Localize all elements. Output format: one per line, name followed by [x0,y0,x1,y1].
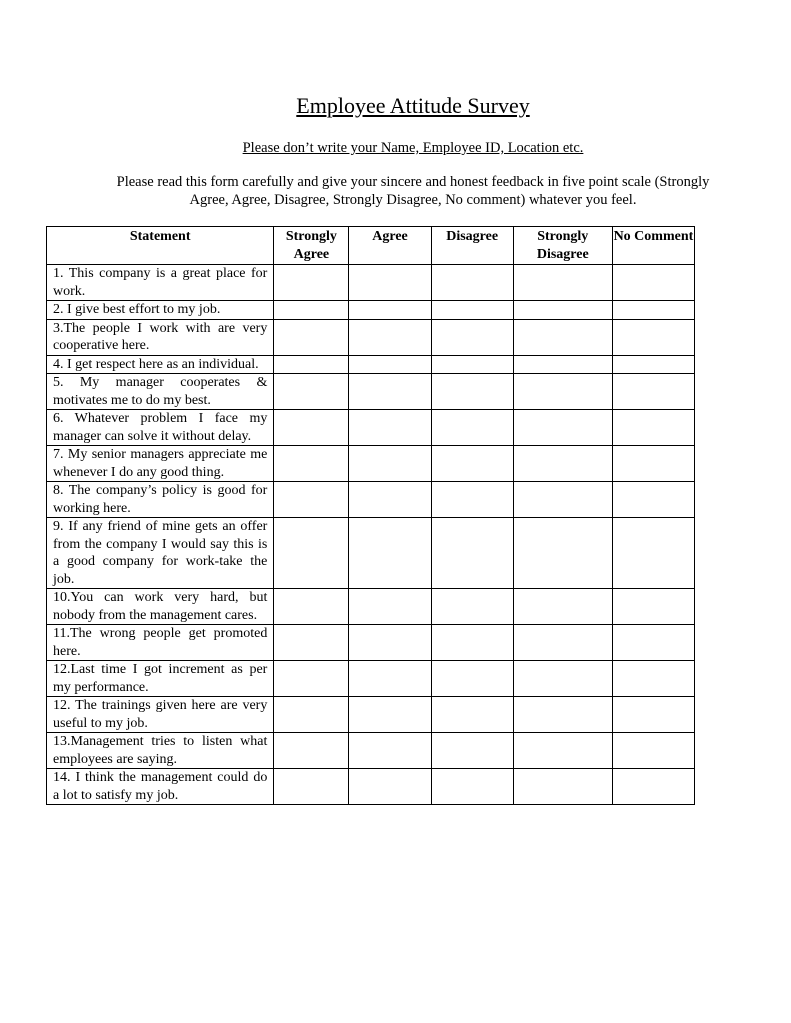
column-header-statement: Statement [47,227,274,265]
answer-cell-disagree[interactable] [431,697,513,733]
answer-cell-disagree[interactable] [431,410,513,446]
answer-cell-disagree[interactable] [431,733,513,769]
column-header-strongly-agree: Strongly Agree [274,227,349,265]
answer-cell-disagree[interactable] [431,446,513,482]
answer-cell-strongly-agree[interactable] [274,589,349,625]
answer-cell-agree[interactable] [349,446,431,482]
answer-cell-strongly-agree[interactable] [274,661,349,697]
answer-cell-strongly-disagree[interactable] [513,661,612,697]
statement-cell: 12.Last time I got increment as per my performance. [47,661,274,697]
column-header-strongly-disagree: Strongly Disagree [513,227,612,265]
answer-cell-agree[interactable] [349,319,431,355]
answer-cell-no-comment[interactable] [612,769,694,805]
table-row [47,319,695,355]
statement-cell: 7. My senior managers appreciate me whenever I do any good thing. [47,446,274,482]
answer-cell-agree[interactable] [349,355,431,374]
answer-cell-agree[interactable] [349,482,431,518]
answer-cell-no-comment[interactable] [612,589,694,625]
answer-cell-strongly-agree[interactable] [274,625,349,661]
statement-cell: 6. Whatever problem I face my manager can solve it without delay. [47,410,274,446]
answer-cell-strongly-agree[interactable] [274,769,349,805]
answer-cell-agree[interactable] [349,518,431,589]
table-row [47,482,695,518]
answer-cell-strongly-agree[interactable] [274,301,349,320]
statement-cell: 9. If any friend of mine gets an offer from the company I would say this is a good company for work-take the job. [47,518,274,589]
answer-cell-disagree[interactable] [431,625,513,661]
answer-cell-no-comment[interactable] [612,661,694,697]
answer-cell-no-comment[interactable] [612,410,694,446]
answer-cell-strongly-agree[interactable] [274,265,349,301]
answer-cell-no-comment[interactable] [612,301,694,320]
answer-cell-strongly-disagree[interactable] [513,301,612,320]
answer-cell-strongly-disagree[interactable] [513,319,612,355]
statement-cell: 5. My manager cooperates & motivates me to do my best. [47,374,274,410]
statement-cell: 3.The people I work with are very cooperative here. [47,319,274,355]
survey-table [46,226,695,805]
table-row [47,625,695,661]
answer-cell-disagree[interactable] [431,661,513,697]
table-row [47,265,695,301]
table-row [47,589,695,625]
answer-cell-agree[interactable] [349,589,431,625]
statement-cell: 4. I get respect here as an individual. [47,355,274,374]
answer-cell-agree[interactable] [349,661,431,697]
answer-cell-strongly-agree[interactable] [274,355,349,374]
answer-cell-disagree[interactable] [431,374,513,410]
table-row [47,301,695,320]
answer-cell-strongly-agree[interactable] [274,482,349,518]
statement-cell: 10.You can work very hard, but nobody from the management cares. [47,589,274,625]
answer-cell-no-comment[interactable] [612,446,694,482]
answer-cell-strongly-agree[interactable] [274,410,349,446]
table-row [47,733,695,769]
statement-cell: 12. The trainings given here are very useful to my job. [47,697,274,733]
answer-cell-no-comment[interactable] [612,355,694,374]
statement-cell: 14. I think the management could do a lot to satisfy my job. [47,769,274,805]
answer-cell-agree[interactable] [349,769,431,805]
table-row [47,446,695,482]
statement-cell: 8. The company’s policy is good for working here. [47,482,274,518]
answer-cell-strongly-disagree[interactable] [513,697,612,733]
survey-title: Employee Attitude Survey [296,93,530,118]
answer-cell-no-comment[interactable] [612,625,694,661]
answer-cell-strongly-agree[interactable] [274,733,349,769]
answer-cell-agree[interactable] [349,374,431,410]
column-header-agree: Agree [349,227,431,265]
answer-cell-strongly-disagree[interactable] [513,733,612,769]
answer-cell-no-comment[interactable] [612,518,694,589]
answer-cell-disagree[interactable] [431,319,513,355]
answer-cell-no-comment[interactable] [612,697,694,733]
answer-cell-strongly-disagree[interactable] [513,625,612,661]
answer-cell-no-comment[interactable] [612,319,694,355]
answer-cell-agree[interactable] [349,733,431,769]
column-header-no-comment: No Comment [612,227,694,265]
privacy-notice: Please don’t write your Name, Employee ID, Location etc. [242,140,584,156]
table-row [47,355,695,374]
answer-cell-no-comment[interactable] [612,374,694,410]
statement-cell: 2. I give best effort to my job. [47,301,274,320]
table-row [47,410,695,446]
answer-cell-disagree[interactable] [431,589,513,625]
table-row [47,697,695,733]
answer-cell-strongly-disagree[interactable] [513,769,612,805]
answer-cell-strongly-disagree[interactable] [513,589,612,625]
answer-cell-no-comment[interactable] [612,482,694,518]
table-row [47,769,695,805]
answer-cell-strongly-agree[interactable] [274,319,349,355]
answer-cell-strongly-disagree[interactable] [513,446,612,482]
answer-cell-no-comment[interactable] [612,733,694,769]
answer-cell-disagree[interactable] [431,518,513,589]
column-header-disagree: Disagree [431,227,513,265]
table-header-row [47,227,695,265]
answer-cell-strongly-disagree[interactable] [513,374,612,410]
survey-instructions: Please read this form carefully and give your sincere and honest feedback in five point scale (Strongly Agree, Agree, Disagree, Strongly Disagree, No comment) whatever you feel. [116,174,710,208]
answer-cell-strongly-disagree[interactable] [513,355,612,374]
answer-cell-strongly-disagree[interactable] [513,482,612,518]
answer-cell-agree[interactable] [349,625,431,661]
answer-cell-disagree[interactable] [431,482,513,518]
answer-cell-strongly-disagree[interactable] [513,410,612,446]
answer-cell-strongly-disagree[interactable] [513,518,612,589]
answer-cell-agree[interactable] [349,265,431,301]
answer-cell-strongly-disagree[interactable] [513,265,612,301]
table-row [47,661,695,697]
table-row [47,374,695,410]
answer-cell-agree[interactable] [349,410,431,446]
answer-cell-strongly-agree[interactable] [274,446,349,482]
answer-cell-disagree[interactable] [431,265,513,301]
table-row [47,518,695,589]
answer-cell-no-comment[interactable] [612,265,694,301]
survey-table-body [47,265,695,805]
answer-cell-agree[interactable] [349,301,431,320]
answer-cell-disagree[interactable] [431,769,513,805]
answer-cell-disagree[interactable] [431,301,513,320]
statement-cell: 1. This company is a great place for work. [47,265,274,301]
answer-cell-disagree[interactable] [431,355,513,374]
answer-cell-strongly-agree[interactable] [274,697,349,733]
statement-cell: 13.Management tries to listen what employees are saying. [47,733,274,769]
answer-cell-agree[interactable] [349,697,431,733]
statement-cell: 11.The wrong people get promoted here. [47,625,274,661]
answer-cell-strongly-agree[interactable] [274,374,349,410]
answer-cell-strongly-agree[interactable] [274,518,349,589]
